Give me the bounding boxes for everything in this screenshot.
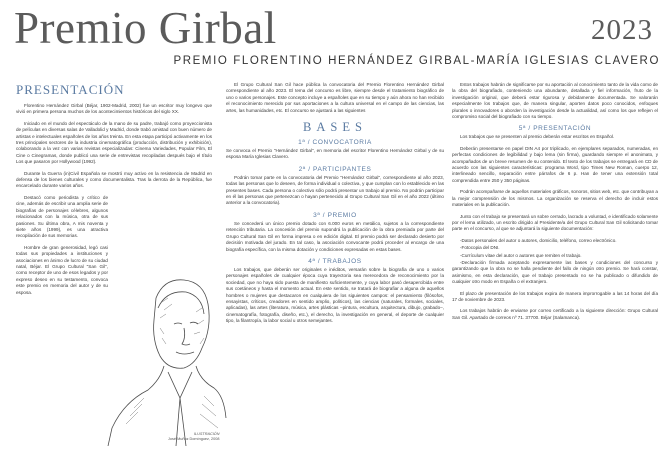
- illustration-author: José Muñoz Domínguez, 2008: [168, 437, 220, 441]
- illustration-label: ILUSTRACIÓN: [193, 432, 220, 436]
- year: 2023: [591, 14, 653, 46]
- section-title-convocatoria: 1ª / CONVOCATORIA: [298, 139, 372, 147]
- section-text: Los trabajos habrán de enviarse por correo certificado a la siguiente dirección: Grupo Cultural San Gil. Apartado de correos nº 71. 37700. Béjar (Salamanca).: [452, 308, 658, 320]
- illustration-credit: [168, 432, 220, 442]
- section-text: Junto con el trabajo se presentará un sobre cerrado, lacrado a voluntad, e identificado solamente por el lema utilizado, un escrito dirigido al Presidente/a del Grupo Cultural San Gil solicitando tomar parte en el concurso, al que se adjuntará la siguiente documentación:: [452, 213, 658, 232]
- section-title-premio: 3ª / PREMIO: [313, 211, 357, 219]
- section-title-participantes: 2ª / PARTICIPANTES: [298, 165, 372, 173]
- section-text: Deberán presentarse en papel DIN A4 por triplicado, en ejemplares separados, numeradas, en perfectas condiciones de legibilidad y bajo lema (sin firma), guardando siempre el anonimato, y acompañados de un breve resumen de su contenido. El texto de los trabajos se entregará en CD de acuerdo con las siguientes características: programa Word, tipo Times New Roman, cuerpo 12, interlineado sencillo, separación entre párrafos de 6 p. Han de tener una extensión total comprendida entre 250 y 350 páginas.: [452, 145, 658, 183]
- section-text: Podrán acompañarse de aquellos materiales gráficos, sonoros, sitios web, etc. que contribuyan a la mejor comprensión de los mismos. La organización se reserva el derecho de incluir estos materiales en la publicación.: [452, 189, 658, 208]
- section-text: El plazo de presentación de los trabajos expira de manera improrrogable a las 14 horas del día 17 de noviembre de 2023.: [452, 290, 658, 302]
- section-text: Los trabajos, que deberán ser originales e inéditos, versarán sobre la biografía de uno o varios personajes españoles de cualquier época cuya trayectoria sea merecedora de reconocimiento por la sociedad, que no haya sido puesta de manifiesto suficientemente, y cuya labor pasó desapercibida entre sus coetáneos y hasta el momento actual. En este sentido, se tratará de biografiar a alguna de aquellos hombres o mujeres que destacaron en cualquiera de los siguientes campos: el pensamiento (filósofos, ensayistas, críticos, creadores en sentido amplio, políticos), las ciencias (naturales, formales, sociales, aplicadas), las artes (literatura, música, artes plásticas –pintura, escultura, arquitectura, dibujo, grabado–, cinematografía, fotografía, diseño, etc.), el derecho, la investigación en general, el deporte de cualquier tipo, la filantropía, la labor social u otros semejantes.: [226, 266, 444, 324]
- page-title: Premio Girbal: [14, 3, 277, 53]
- page-subtitle: PREMIO FLORENTINO HERNÁNDEZ GIRBAL-MARÍA IGLESIAS CLAVERO: [173, 55, 660, 67]
- presentacion-heading: PRESENTACIÓN: [16, 82, 125, 97]
- documentation-item: -Declaración firmada aceptando expresamente las bases y condiciones del concurso y garantizando que la obra no se halla pendiente del fallo de ningún otro premio. Se hará constar, asimismo, en esta declaración, que el trabajo presentado no se ha publicado o difundido de cualquier otro modo en España o el extranjero.: [452, 259, 658, 285]
- presentacion-paragraph: Florentino Hernández Girbal (Béjar, 1902-Madrid, 2002) fue un escritor muy longevo que vivió en primera persona muchos de los acontecimientos históricos del siglo XX.: [16, 103, 212, 115]
- section-text: Los trabajos que se presenten al premio deberán estar escritos en Español.: [460, 134, 615, 140]
- bases-heading: BASES: [303, 120, 367, 135]
- presentacion-paragraph: Hombre de gran generosidad, legó casi todas sus propiedades a instituciones y asociaciones en ánimo de lucro de su ciudad natal, Béjar. El Grupo Cultural "San Gil", como receptor de uno de esos legados y por expreso deseo en su testamento, convoca este premio en memoria del autor y de su esposa.: [16, 244, 108, 295]
- section-text: Se convoca el Premio "Hernández Girbal", en memoria del escritor Florentino Hernández Girbal y de su esposa María Iglesias Clavero.: [226, 148, 444, 160]
- documentation-item: -Datos personales del autor o autores, domicilio, teléfono, correo electrónico.: [460, 237, 617, 243]
- intro-paragraph: Estos trabajos habrán de significarse por su aportación al conocimiento tanto de la vida como de la obra del biografiado, conteniendo una abundante, detallada y fiel información, fruto de la investigación original, que deberá estar rigurosa y debidamente documentada. Se valorarán especialmente los trabajos que, de manera singular, aporten datos poco conocidos, enfoques plurales o innovadores o aborden la investigación desde la actualidad, así como los que reflejen el compromiso social del biografiado con su tiempo.: [452, 82, 658, 120]
- documentation-item: -Currículum vitae del autor o autores que remiten el trabajo.: [460, 252, 582, 258]
- presentacion-paragraph: Durante la Guerra (in)Civil Española se mostró muy activo en la resistencia de Madrid en defensa de los bienes culturales y como documentalista. Tras la derrota de la República, fue encarcelado durante varios años.: [16, 170, 212, 189]
- portrait-illustration: [104, 268, 228, 446]
- section-title-presentacion: 5ª / PRESENTACIÓN: [518, 125, 592, 133]
- presentacion-paragraph: Iniciado en el mundo del espectáculo de la mano de su padre, trabajó como proyeccionista de películas en diversas salas de Valladolid y Madrid, donde trabó amistad con buen número de artistas e intelectuales españoles de los años treinta. En esta etapa participó activamente en los tres principales sectores de la industria cinematográfica (producción, distribución y exhibición), colaborando a la vez con varias revistas especializadas: Cinema Variedades, Popular Film, El Cine o Cinegramas, donde publicó una serie de entrevistas recopiladas después bajo el título Los que pasaron por Hollywood (1992).: [16, 120, 212, 165]
- column-bases: [226, 82, 444, 330]
- intro-paragraph: El Grupo Cultural San Gil hace pública la convocatoria del Premio Florentino Hernández Girbal correspondiente al año 2023. El tema del concurso es libre, siempre desde el tratamiento biográfico de uno o varios personajes. Este concepto incluye a españoles que en su tiempo y aún ahora no han recibido el reconocimiento merecido por sus aportaciones a la cultura universal en el campo de las ciencias, las artes, las humanidades, etc. El concurso se ajustará a las siguientes: [226, 82, 444, 113]
- section-text: Se concederá un único premio dotado con 6.000 euros en metálico, sujetos a la correspondiente retención tributaria. La concesión del premio supondrá la publicación de la obra premiada por parte del Grupo Cultural San Gil en forma impresa o en edición digital. El premio podrá ser declarado desierto por decisión motivada del jurado. En tal caso, la asociación convocante podrá proceder al encargo de una biografía específica, con la misma dotación y condiciones expresadas en estas bases.: [226, 220, 444, 252]
- documentation-item: -Fotocopia del DNI.: [460, 245, 500, 251]
- section-title-trabajos: 4ª / TRABAJOS: [308, 257, 362, 265]
- presentacion-paragraph: Destacó como periodista y crítico de cine, además de escribir una amplia serie de biografías de personajes célebres, algunos relacionados con la música, otra de sus pasiones. Su última obra, A mis noventa y siete años (1999), es una atractiva recopilación de sus memorias.: [16, 194, 108, 239]
- column-presentacion-trabajos: [452, 82, 658, 326]
- section-text: Podrán tomar parte en la convocatoria del Premio "Hernández Girbal", correspondiente al año 2023, todas las personas que lo deseen, de forma individual o colectiva, y que cumplan con lo establecido en las presentes bases. Cada persona o colectivo sólo podrá presentar un trabajo al premio. No podrán participar en él las personas que pertenezcan o hayan pertenecido al Grupo Cultural San Gil en el año 2022 (último anterior a la convocatoria).: [226, 174, 444, 206]
